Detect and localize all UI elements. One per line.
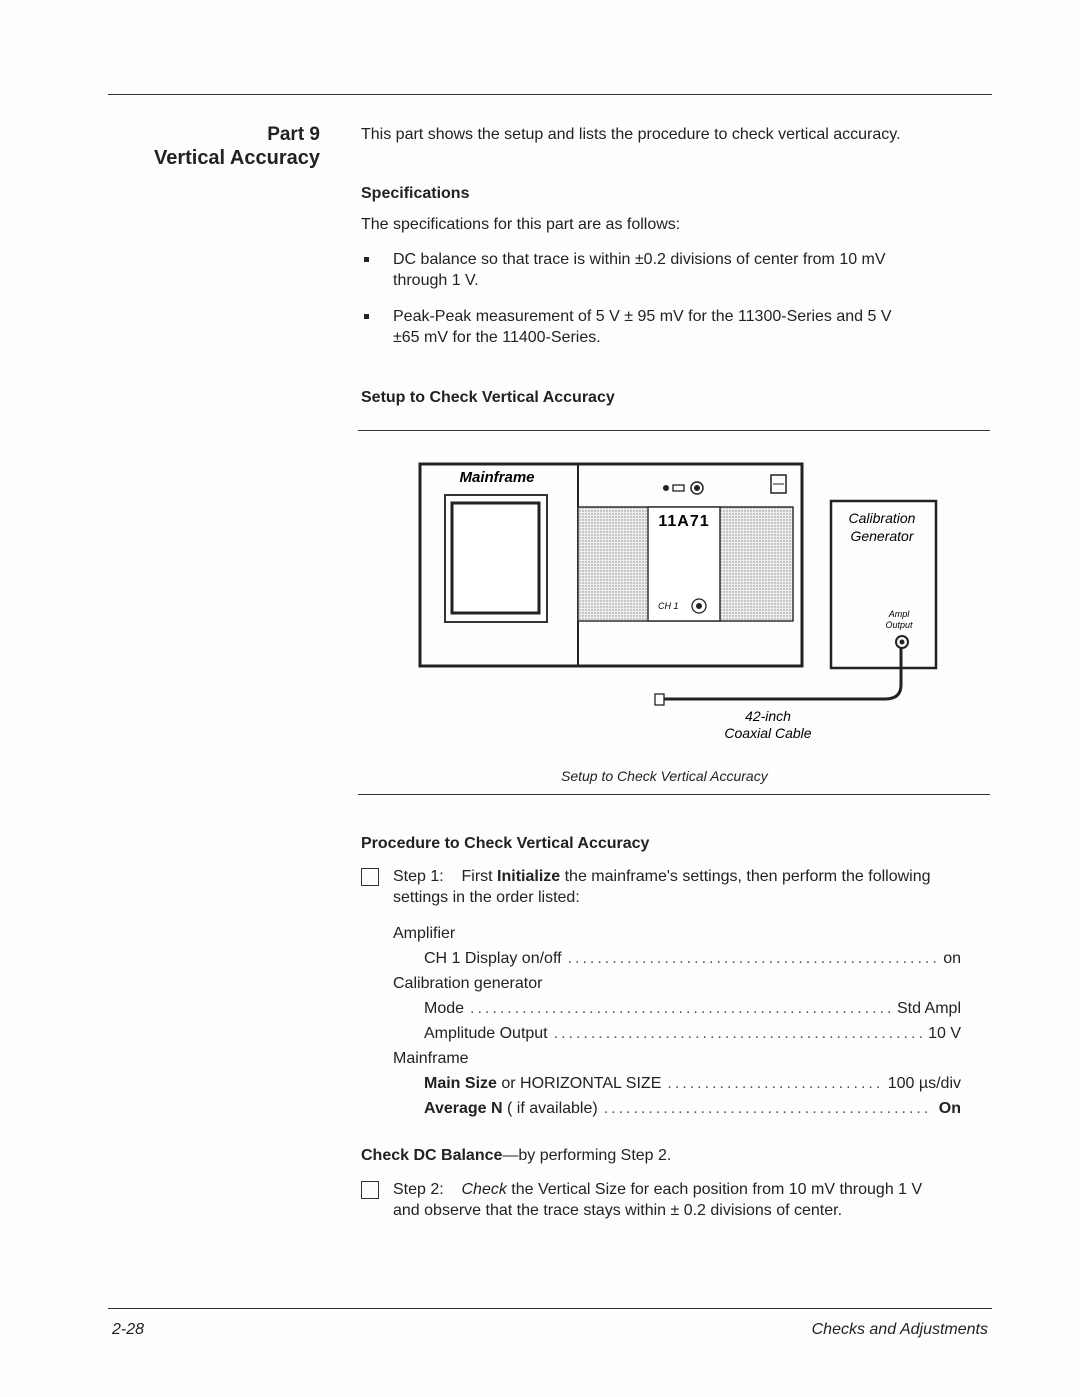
section-name: Checks and Adjustments: [811, 1321, 988, 1338]
intro-text: This part shows the setup and lists the procedure to check vertical accuracy.: [361, 126, 901, 143]
part-number: Part 9: [267, 124, 320, 145]
ch1-label: CH 1: [658, 601, 679, 611]
procedure-heading: Procedure to Check Vertical Accuracy: [361, 835, 650, 852]
group-mainframe: Mainframe: [393, 1050, 469, 1067]
spec-1-line2: through 1 V.: [393, 272, 479, 289]
setting-name: Amplitude Output: [424, 1025, 548, 1042]
specs-lead: The specifications for this part are as follows:: [361, 216, 681, 233]
page-title: Vertical Accuracy: [153, 147, 320, 169]
setting-value: Std Ampl: [896, 1000, 961, 1017]
step-1-checkbox[interactable]: [361, 868, 379, 886]
step-text: the Vertical Size for each position from 10 mV through 1 V: [506, 1181, 923, 1198]
output-label: Output: [885, 620, 913, 630]
setting-name-bold: Average N: [424, 1100, 503, 1117]
setting-name: ( if available): [502, 1100, 598, 1117]
setting-main-size: [424, 1075, 961, 1093]
setting-name: or HORIZONTAL SIZE: [496, 1075, 662, 1092]
spec-1-line1: DC balance so that trace is within ±0.2 divisions of center from 10 mV: [393, 251, 886, 268]
figure-caption: Setup to Check Vertical Accuracy: [561, 768, 768, 784]
figure-bottom-rule: [358, 794, 990, 795]
group-amplifier: Amplifier: [393, 925, 456, 942]
coaxial-cable: [664, 648, 901, 699]
calibration-generator-box: [831, 501, 936, 668]
dc-balance-heading: [361, 1147, 671, 1165]
step-1-line2: settings in the order listed:: [393, 889, 580, 906]
group-cal-generator: Calibration generator: [393, 975, 543, 992]
step-text: the mainframe's settings, then perform the following: [560, 868, 931, 885]
setting-name: Mode: [424, 1000, 465, 1017]
setting-value: On: [938, 1100, 961, 1117]
setting-mode: [424, 1000, 961, 1018]
setting-value: 10 V: [928, 1025, 961, 1042]
screen: [452, 503, 539, 613]
page-number: 2-28: [112, 1321, 145, 1338]
step-text: First: [461, 868, 498, 885]
step-1-line1: [393, 868, 931, 886]
dc-rest: —by performing Step 2.: [502, 1147, 672, 1164]
setting-name: CH 1 Display on/off: [424, 950, 562, 967]
step-2-line1: [393, 1181, 922, 1199]
step-label: Step 2:: [393, 1181, 444, 1198]
spec-2-line2: ±65 mV for the 11400-Series.: [393, 329, 601, 346]
module-label: 11A71: [658, 513, 710, 530]
cable-label-2: Coaxial Cable: [724, 725, 812, 741]
setting-average-n: [424, 1100, 961, 1118]
setting-value: on: [943, 950, 961, 967]
step-2-line2: and observe that the trace stays within ± 0.2 divisions of center.: [393, 1202, 843, 1219]
footer-rule: [108, 1308, 992, 1309]
setting-value: 100 µs/div: [887, 1075, 961, 1092]
setting-name-bold: Main Size: [424, 1075, 497, 1092]
cal-gen-label-1: Calibration: [848, 510, 916, 526]
cable-label-1: 42-inch: [745, 708, 791, 724]
step-2-checkbox[interactable]: [361, 1181, 379, 1199]
dc-bold: Check DC Balance: [361, 1147, 503, 1164]
step-bold: Initialize: [497, 868, 561, 885]
setting-ch1-display: [424, 950, 961, 968]
mainframe-label: Mainframe: [459, 469, 535, 486]
step-italic: Check: [461, 1181, 507, 1198]
setup-heading: Setup to Check Vertical Accuracy: [361, 389, 615, 406]
cal-gen-label-2: Generator: [850, 528, 914, 544]
specs-heading: Specifications: [361, 185, 470, 202]
ampl-label: Ampl: [888, 609, 910, 619]
spec-2-line1: Peak-Peak measurement of 5 V ± 95 mV for the 11300-Series and 5 V: [393, 308, 892, 325]
step-label: Step 1:: [393, 868, 444, 885]
setting-amplitude-output: [424, 1025, 961, 1043]
